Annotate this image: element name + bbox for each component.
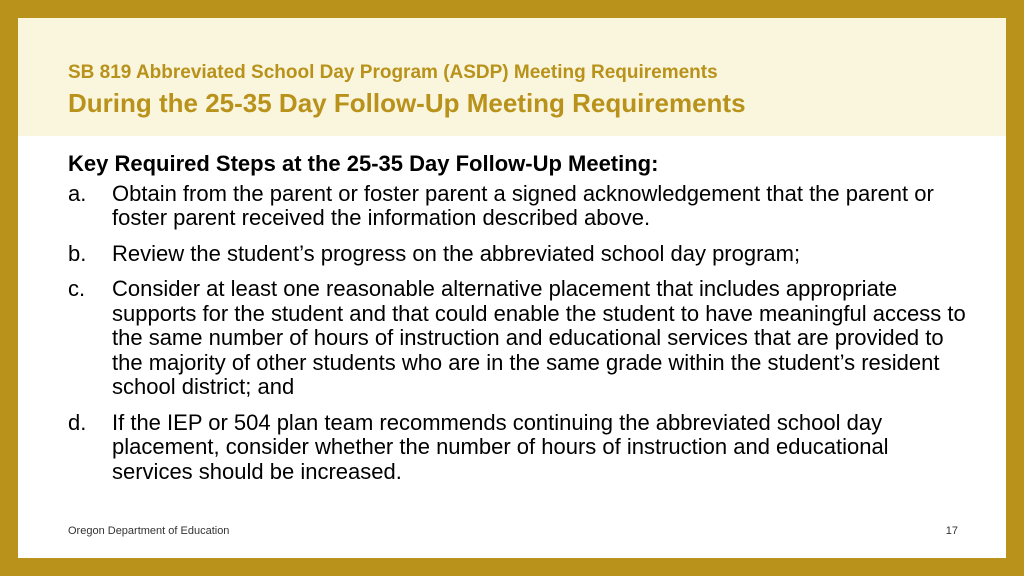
list-item-text: Review the student’s progress on the abbreviated school day program; — [112, 240, 801, 266]
list-item — [68, 242, 973, 267]
list-item-text: Obtain from the parent or foster parent a signed acknowledgement that the parent or foster parent received the information described above. — [112, 180, 934, 230]
list-item-text: If the IEP or 504 plan team recommends continuing the abbreviated school day placement, consider whether the number of hours of instruction and educational services should be increased. — [112, 409, 889, 484]
body-lead: Key Required Steps at the 25-35 Day Follow-Up Meeting: — [68, 151, 659, 176]
footer-organization: Oregon Department of Education — [68, 525, 230, 537]
list-item — [68, 411, 973, 485]
slide-title: During the 25-35 Day Follow-Up Meeting Requirements — [68, 88, 746, 118]
list-item — [68, 182, 973, 231]
list-marker: b. — [68, 240, 87, 266]
slide — [18, 18, 1006, 558]
slide-header — [18, 18, 1006, 136]
list-marker: c. — [68, 276, 86, 301]
slide-subtitle: SB 819 Abbreviated School Day Program (ASDP) Meeting Requirements — [68, 62, 718, 83]
list-item-text: Consider at least one reasonable alternative placement that includes appropriate supports for the student and that could enable the student to have meaningful access to the same number of hours of instruction and educational services that are provided to the majority of other students who are in the same grade within the student’s resident school district; and — [112, 276, 966, 399]
page-number: 17 — [945, 525, 958, 537]
slide-body — [68, 152, 973, 495]
list-marker: a. — [68, 180, 87, 206]
list-marker: d. — [68, 409, 87, 435]
list-item — [68, 277, 973, 400]
